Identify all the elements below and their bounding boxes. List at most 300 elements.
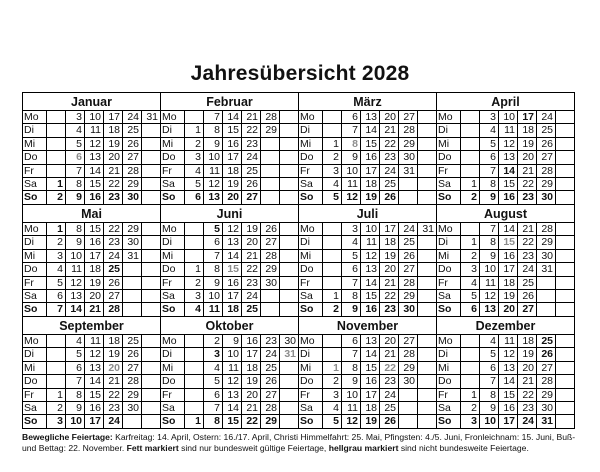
month-block bbox=[437, 93, 575, 205]
day-cell: 18 bbox=[360, 178, 379, 191]
day-cell bbox=[46, 348, 65, 361]
day-cell: 4 bbox=[184, 303, 203, 316]
weekday-row bbox=[23, 415, 160, 428]
weekday-label: Do bbox=[438, 263, 452, 276]
day-cell: 1 bbox=[322, 290, 341, 303]
day-cell bbox=[46, 111, 65, 124]
month-name: Juni bbox=[161, 205, 298, 223]
day-cell: 23 bbox=[517, 191, 536, 204]
day-cell: 4 bbox=[479, 335, 498, 348]
day-cell bbox=[46, 124, 65, 137]
weekday-label: Mo bbox=[438, 111, 453, 123]
day-cell: 21 bbox=[379, 124, 398, 137]
day-cell: 31 bbox=[536, 415, 555, 428]
weekday-label: Di bbox=[162, 124, 172, 137]
day-cell: 17 bbox=[379, 223, 398, 236]
month-name: November bbox=[299, 317, 436, 335]
weekday-label: Di bbox=[24, 124, 34, 137]
day-cell: 2 bbox=[203, 335, 222, 348]
weekday-row bbox=[437, 236, 574, 249]
day-cell: 10 bbox=[65, 415, 84, 428]
day-cell: 30 bbox=[279, 335, 298, 348]
day-cell bbox=[417, 138, 436, 151]
day-cell bbox=[184, 362, 203, 375]
day-cell: 14 bbox=[222, 111, 241, 124]
day-cell bbox=[417, 263, 436, 276]
day-cell: 3 bbox=[46, 415, 65, 428]
month-name: August bbox=[437, 205, 574, 223]
weekday-row bbox=[23, 277, 160, 290]
day-cell: 27 bbox=[260, 236, 279, 249]
day-cell bbox=[555, 402, 574, 415]
day-cell: 23 bbox=[379, 375, 398, 388]
month-name: Februar bbox=[161, 93, 298, 111]
weekday-row bbox=[161, 223, 298, 236]
day-cell: 10 bbox=[341, 165, 360, 178]
day-cell: 24 bbox=[398, 223, 417, 236]
day-cell: 14 bbox=[222, 402, 241, 415]
weekday-row bbox=[161, 178, 298, 191]
weekday-row bbox=[437, 165, 574, 178]
day-cell: 16 bbox=[84, 191, 103, 204]
day-cell: 12 bbox=[84, 348, 103, 361]
weekday-label: Do bbox=[300, 151, 314, 164]
weekday-label: Fr bbox=[24, 164, 34, 177]
day-cell: 17 bbox=[222, 290, 241, 303]
month-name: Juli bbox=[299, 205, 436, 223]
day-cell: 19 bbox=[517, 138, 536, 151]
day-cell bbox=[417, 277, 436, 290]
day-cell bbox=[536, 303, 555, 316]
day-cell bbox=[141, 415, 160, 428]
weekday-row bbox=[299, 335, 436, 348]
day-cell: 11 bbox=[479, 277, 498, 290]
day-cell: 7 bbox=[479, 165, 498, 178]
day-cell: 22 bbox=[241, 124, 260, 137]
weekday-label: Sa bbox=[438, 289, 451, 302]
weekday-row bbox=[23, 165, 160, 178]
day-cell bbox=[141, 178, 160, 191]
weekday-row bbox=[437, 111, 574, 124]
day-cell: 8 bbox=[65, 389, 84, 402]
day-cell bbox=[184, 375, 203, 388]
day-cell: 14 bbox=[65, 303, 84, 316]
day-cell: 6 bbox=[184, 191, 203, 204]
day-cell: 24 bbox=[241, 290, 260, 303]
day-cell bbox=[417, 375, 436, 388]
day-cell: 25 bbox=[241, 165, 260, 178]
day-cell: 25 bbox=[379, 178, 398, 191]
day-cell: 5 bbox=[341, 250, 360, 263]
day-cell: 12 bbox=[341, 415, 360, 428]
day-cell: 29 bbox=[536, 236, 555, 249]
day-cell: 8 bbox=[203, 124, 222, 137]
year-calendar-grid bbox=[22, 92, 575, 429]
weekday-row bbox=[299, 191, 436, 204]
day-cell: 14 bbox=[360, 277, 379, 290]
day-cell bbox=[141, 277, 160, 290]
day-cell bbox=[260, 290, 279, 303]
day-cell bbox=[279, 250, 298, 263]
day-cell: 3 bbox=[65, 111, 84, 124]
day-cell bbox=[141, 138, 160, 151]
day-cell: 22 bbox=[517, 236, 536, 249]
day-cell bbox=[46, 151, 65, 164]
day-cell: 26 bbox=[398, 250, 417, 263]
day-cell: 2 bbox=[460, 402, 479, 415]
day-cell: 16 bbox=[498, 250, 517, 263]
day-cell: 19 bbox=[241, 375, 260, 388]
day-cell bbox=[460, 151, 479, 164]
day-cell: 26 bbox=[260, 223, 279, 236]
weekday-row bbox=[23, 178, 160, 191]
weekday-row bbox=[161, 277, 298, 290]
day-cell: 9 bbox=[479, 250, 498, 263]
day-cell: 21 bbox=[241, 402, 260, 415]
day-cell bbox=[122, 415, 141, 428]
day-cell: 28 bbox=[398, 348, 417, 361]
day-cell bbox=[141, 375, 160, 388]
day-cell: 1 bbox=[322, 138, 341, 151]
day-cell: 12 bbox=[222, 375, 241, 388]
weekday-label: Mi bbox=[438, 361, 450, 374]
day-cell: 22 bbox=[103, 178, 122, 191]
day-cell bbox=[279, 375, 298, 388]
day-cell bbox=[260, 165, 279, 178]
day-cell: 11 bbox=[360, 236, 379, 249]
day-cell: 16 bbox=[498, 402, 517, 415]
day-cell: 15 bbox=[360, 362, 379, 375]
day-cell: 16 bbox=[360, 303, 379, 316]
day-cell bbox=[141, 191, 160, 204]
weekday-row bbox=[437, 402, 574, 415]
day-cell: 30 bbox=[122, 402, 141, 415]
weekday-row bbox=[299, 348, 436, 361]
day-cell: 28 bbox=[122, 375, 141, 388]
day-cell: 20 bbox=[103, 362, 122, 375]
day-cell bbox=[141, 335, 160, 348]
day-cell: 26 bbox=[103, 277, 122, 290]
day-cell: 2 bbox=[46, 236, 65, 249]
day-cell: 26 bbox=[122, 348, 141, 361]
day-cell: 3 bbox=[322, 165, 341, 178]
weekday-row bbox=[299, 415, 436, 428]
day-cell: 8 bbox=[341, 362, 360, 375]
day-cell: 28 bbox=[398, 277, 417, 290]
day-cell bbox=[555, 151, 574, 164]
weekday-row bbox=[161, 111, 298, 124]
day-cell bbox=[555, 290, 574, 303]
day-cell bbox=[184, 236, 203, 249]
day-cell: 20 bbox=[517, 151, 536, 164]
day-cell: 31 bbox=[417, 223, 436, 236]
day-cell: 25 bbox=[379, 402, 398, 415]
day-cell: 13 bbox=[360, 263, 379, 276]
day-cell bbox=[122, 263, 141, 276]
day-cell bbox=[555, 263, 574, 276]
day-cell: 13 bbox=[222, 389, 241, 402]
weekday-label: Di bbox=[162, 236, 172, 249]
month-name: März bbox=[299, 93, 436, 111]
footnote-bold-label: Fett markiert bbox=[126, 443, 179, 453]
day-cell bbox=[417, 389, 436, 402]
day-cell bbox=[279, 138, 298, 151]
weekday-label: Fr bbox=[300, 276, 310, 289]
weekday-row bbox=[161, 191, 298, 204]
day-cell: 15 bbox=[84, 223, 103, 236]
day-cell: 31 bbox=[122, 250, 141, 263]
day-cell: 26 bbox=[379, 191, 398, 204]
weekday-label: Fr bbox=[162, 388, 172, 401]
day-cell bbox=[417, 303, 436, 316]
day-cell: 6 bbox=[479, 362, 498, 375]
day-cell: 10 bbox=[479, 263, 498, 276]
month-name: April bbox=[437, 93, 574, 111]
weekday-label: So bbox=[24, 191, 38, 204]
day-cell: 9 bbox=[65, 191, 84, 204]
month-name: Oktober bbox=[161, 317, 298, 335]
weekday-row bbox=[437, 151, 574, 164]
day-cell bbox=[260, 151, 279, 164]
weekday-row bbox=[161, 348, 298, 361]
weekday-row bbox=[23, 290, 160, 303]
day-cell: 15 bbox=[498, 236, 517, 249]
day-cell: 17 bbox=[84, 250, 103, 263]
weekday-row bbox=[161, 250, 298, 263]
weekday-row bbox=[437, 335, 574, 348]
day-cell: 4 bbox=[65, 124, 84, 137]
weekday-label: Di bbox=[162, 348, 172, 361]
day-cell: 27 bbox=[398, 111, 417, 124]
day-cell bbox=[279, 191, 298, 204]
weekday-row bbox=[161, 335, 298, 348]
day-cell: 5 bbox=[46, 277, 65, 290]
day-cell: 20 bbox=[379, 111, 398, 124]
day-cell: 28 bbox=[122, 165, 141, 178]
weekday-label: Do bbox=[438, 375, 452, 388]
weekday-row bbox=[161, 303, 298, 316]
day-cell: 2 bbox=[322, 375, 341, 388]
day-cell bbox=[417, 151, 436, 164]
weekday-row bbox=[161, 389, 298, 402]
day-cell: 26 bbox=[241, 178, 260, 191]
day-cell: 24 bbox=[379, 389, 398, 402]
day-cell bbox=[322, 124, 341, 137]
day-cell: 28 bbox=[260, 111, 279, 124]
day-cell bbox=[398, 191, 417, 204]
day-cell bbox=[279, 111, 298, 124]
day-cell: 24 bbox=[517, 263, 536, 276]
day-cell bbox=[279, 389, 298, 402]
day-cell bbox=[417, 362, 436, 375]
weekday-label: Do bbox=[162, 151, 176, 164]
day-cell: 10 bbox=[479, 415, 498, 428]
day-cell: 8 bbox=[203, 263, 222, 276]
day-cell: 5 bbox=[203, 223, 222, 236]
day-cell bbox=[417, 111, 436, 124]
weekday-row bbox=[437, 263, 574, 276]
weekday-row bbox=[299, 236, 436, 249]
footnote-text-3: sind nicht bundesweite Feiertage. bbox=[398, 443, 529, 453]
day-cell bbox=[555, 191, 574, 204]
day-cell: 11 bbox=[341, 178, 360, 191]
day-cell: 11 bbox=[498, 124, 517, 137]
day-cell: 16 bbox=[222, 138, 241, 151]
day-cell: 17 bbox=[360, 165, 379, 178]
weekday-row bbox=[299, 223, 436, 236]
weekday-label: Mo bbox=[300, 111, 315, 123]
day-cell: 5 bbox=[65, 348, 84, 361]
month-block bbox=[23, 93, 161, 205]
month-block bbox=[299, 205, 437, 317]
day-cell: 17 bbox=[498, 263, 517, 276]
day-cell: 13 bbox=[84, 151, 103, 164]
holiday-footnote bbox=[22, 432, 582, 454]
day-cell: 3 bbox=[184, 290, 203, 303]
weekday-label: Sa bbox=[300, 289, 313, 302]
day-cell bbox=[184, 223, 203, 236]
day-cell bbox=[555, 375, 574, 388]
day-cell bbox=[184, 389, 203, 402]
day-cell bbox=[46, 362, 65, 375]
day-cell: 6 bbox=[46, 290, 65, 303]
month-name: Dezember bbox=[437, 317, 574, 335]
day-cell: 3 bbox=[460, 263, 479, 276]
weekday-label: Di bbox=[438, 348, 448, 361]
day-cell bbox=[417, 124, 436, 137]
weekday-row bbox=[437, 415, 574, 428]
weekday-label: Sa bbox=[300, 177, 313, 190]
day-cell: 25 bbox=[260, 362, 279, 375]
weekday-label: Fr bbox=[300, 388, 310, 401]
day-cell: 18 bbox=[241, 362, 260, 375]
day-cell: 15 bbox=[222, 124, 241, 137]
day-cell: 25 bbox=[122, 335, 141, 348]
weekday-label: Mo bbox=[438, 335, 453, 347]
weekday-label: So bbox=[300, 415, 314, 428]
day-cell: 9 bbox=[222, 335, 241, 348]
day-cell: 6 bbox=[341, 111, 360, 124]
weekday-row bbox=[23, 375, 160, 388]
day-cell bbox=[322, 335, 341, 348]
day-cell: 7 bbox=[341, 277, 360, 290]
day-cell bbox=[46, 335, 65, 348]
month-block bbox=[161, 205, 299, 317]
day-cell: 19 bbox=[103, 138, 122, 151]
day-cell bbox=[417, 415, 436, 428]
day-cell: 15 bbox=[222, 415, 241, 428]
day-cell: 1 bbox=[46, 389, 65, 402]
day-cell: 5 bbox=[184, 178, 203, 191]
day-cell: 18 bbox=[103, 124, 122, 137]
day-cell: 20 bbox=[241, 236, 260, 249]
weekday-row bbox=[437, 348, 574, 361]
day-cell: 12 bbox=[203, 178, 222, 191]
day-cell: 15 bbox=[360, 290, 379, 303]
day-cell: 10 bbox=[65, 250, 84, 263]
day-cell: 5 bbox=[479, 348, 498, 361]
day-cell: 31 bbox=[279, 348, 298, 361]
day-cell bbox=[417, 335, 436, 348]
weekday-row bbox=[23, 263, 160, 276]
day-cell bbox=[184, 111, 203, 124]
day-cell: 17 bbox=[84, 415, 103, 428]
day-cell: 12 bbox=[479, 290, 498, 303]
day-cell bbox=[46, 375, 65, 388]
day-cell: 21 bbox=[241, 250, 260, 263]
day-cell: 14 bbox=[360, 124, 379, 137]
day-cell: 8 bbox=[479, 389, 498, 402]
day-cell: 30 bbox=[536, 191, 555, 204]
day-cell bbox=[122, 277, 141, 290]
weekday-label: Mi bbox=[300, 249, 312, 262]
day-cell: 22 bbox=[379, 362, 398, 375]
day-cell: 18 bbox=[379, 236, 398, 249]
day-cell bbox=[417, 290, 436, 303]
day-cell: 6 bbox=[203, 389, 222, 402]
day-cell: 8 bbox=[479, 178, 498, 191]
day-cell: 28 bbox=[536, 375, 555, 388]
day-cell: 14 bbox=[498, 165, 517, 178]
day-cell: 4 bbox=[65, 335, 84, 348]
weekday-label: Do bbox=[162, 263, 176, 276]
month-name: September bbox=[23, 317, 160, 335]
day-cell: 19 bbox=[517, 348, 536, 361]
day-cell: 12 bbox=[341, 191, 360, 204]
weekday-row bbox=[161, 236, 298, 249]
day-cell bbox=[141, 389, 160, 402]
day-cell: 20 bbox=[379, 263, 398, 276]
day-cell: 4 bbox=[322, 178, 341, 191]
weekday-label: Sa bbox=[24, 401, 37, 414]
day-cell bbox=[555, 389, 574, 402]
day-cell bbox=[555, 223, 574, 236]
day-cell: 19 bbox=[241, 223, 260, 236]
weekday-label: Mo bbox=[24, 223, 39, 235]
day-cell: 18 bbox=[103, 335, 122, 348]
day-cell: 21 bbox=[379, 277, 398, 290]
day-cell bbox=[417, 250, 436, 263]
day-cell: 20 bbox=[379, 335, 398, 348]
day-cell: 5 bbox=[322, 191, 341, 204]
day-cell: 16 bbox=[84, 236, 103, 249]
day-cell: 14 bbox=[84, 165, 103, 178]
weekday-label: Fr bbox=[438, 164, 448, 177]
day-cell: 8 bbox=[341, 290, 360, 303]
day-cell bbox=[460, 165, 479, 178]
day-cell: 14 bbox=[360, 348, 379, 361]
day-cell: 6 bbox=[65, 151, 84, 164]
day-cell: 24 bbox=[517, 415, 536, 428]
day-cell bbox=[141, 250, 160, 263]
weekday-label: So bbox=[438, 303, 452, 316]
day-cell: 11 bbox=[203, 165, 222, 178]
day-cell: 28 bbox=[260, 402, 279, 415]
day-cell bbox=[279, 303, 298, 316]
day-cell: 2 bbox=[46, 402, 65, 415]
day-cell: 7 bbox=[46, 303, 65, 316]
day-cell: 13 bbox=[65, 290, 84, 303]
day-cell: 8 bbox=[341, 138, 360, 151]
day-cell: 29 bbox=[260, 263, 279, 276]
weekday-label: Sa bbox=[162, 289, 175, 302]
weekday-row bbox=[161, 151, 298, 164]
day-cell: 16 bbox=[222, 277, 241, 290]
day-cell: 19 bbox=[103, 348, 122, 361]
day-cell: 4 bbox=[46, 263, 65, 276]
day-cell: 3 bbox=[460, 415, 479, 428]
day-cell: 18 bbox=[360, 402, 379, 415]
